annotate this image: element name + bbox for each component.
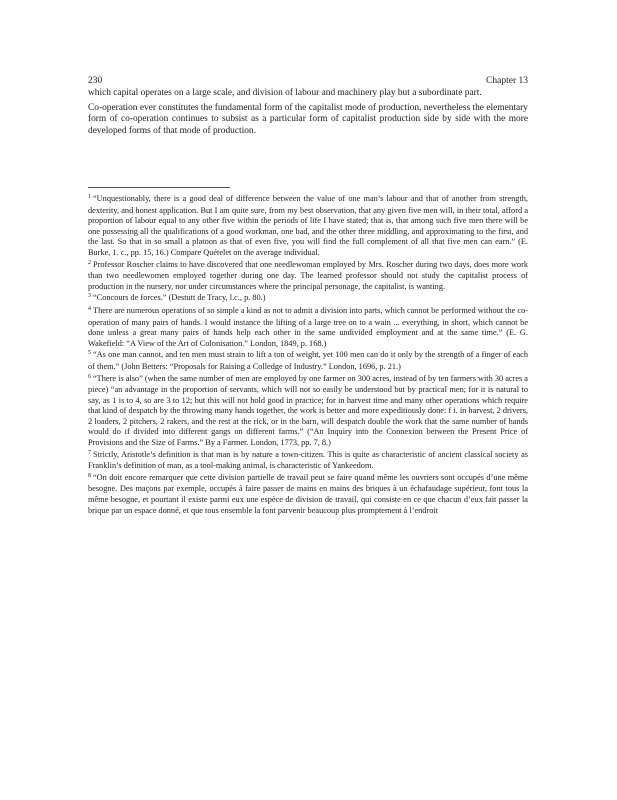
footnote-number: 1 [88,194,91,200]
footnote-text: “Concours de forces.” (Destutt de Tracy, l.c., p. 80.) [93,293,266,303]
body-paragraph: which capital operates on a large scale, and division of labour and machinery play but a subordinate part. [88,88,482,98]
footnote-text: There are numerous operations of so simple a kind as not to admit a division into parts, which cannot be performed without the co-operation of many pairs of hands. I would instance the lifting of a large tree on to a wain ... everything, in short, which cannot be done unless a great many pairs of hands help each other in the same undivided employment and at the same time.” (E. G. Wakefield: “A View of the Art of Colonisation.” London, 1849, p. 168.) [88,305,528,348]
page-number: 230 [88,76,103,86]
footnote-number: 2 [88,259,91,266]
footnote [88,450,528,472]
footnote-text: “On doit encore remarquer que cette division partielle de travail peut se faire quand même les ouvriers sont occupés d’une même besogne. Des maçons par exemple, occupés à faire passer de mains en mains des briques à un échafaudage supérieur, font tous la même besogne, et pourtant il existe parmi eux une espèce de division de travail, qui consiste en ce que chacun d’eux fait passer la brique par un espace donné, et que tous ensemble la font parvenir beaucoup plus promptement à l’endroit [88,472,528,515]
running-header [88,75,528,87]
footnote [88,473,528,516]
footnote [88,260,528,293]
footnote-text: “There is also” (when the same number of men are employed by one farmer on 300 acres, instead of by ten farmers with 30 acres a piece) “an advantage in the proportion of servants, which will not so easily be understood but by practical men; for it is natural to say, as 1 is to 4, so are 3 to 12; but this will not hold good in practice; for in harvest time and many other operations which require that kind of despatch by the throwing many hands together, the work is better and more expeditiously done: f i. in harvest, 2 drivers, 2 loaders, 2 pitchers, 2 rakers, and the rest at the rick, or in the barn, will despatch double the work that the same number of hands would do if divided into different gangs on different farms.” (“An Inquiry into the Connexion between the Present Price of Provisions and the Size of Farms.” By a Farmer. London, 1773, pp. 7, 8.) [88,373,528,448]
body-paragraph: Co-operation ever constitutes the fundamental form of the capitalist mode of production, nevertheless the elementary form of co-operation continues to subsist as a particular form of capitalist production side by side with the more developed forms of that mode of production. [88,102,528,136]
footnote-text: Strictly, Aristotle’s definition is that man is by nature a town-citizen. This is quite as characteristic of ancient classical society as Franklin’s definition of man, as a tool-making animal, is characteristic of Yankeedom. [88,449,528,471]
document-page [88,75,528,517]
footnote-text: “As one man cannot, and ten men must strain to lift a ton of weight, yet 100 men can do it only by the strength of a finger of each of them.” (John Betters: “Proposals for Raising a Colledge of Industry.” London, 1696, p. 21.) [88,350,528,371]
footnote-number: 8 [88,472,91,479]
footnote-number: 6 [88,373,91,380]
footnote [88,194,528,259]
footnote-number: 3 [88,293,91,300]
footnotes [88,194,528,516]
footnote-number: 4 [88,305,91,312]
footnote-text: Professor Roscher claims to have discovered that one needlewoman employed by Mrs. Roscher during two days, does more work than two needlewomen employed together during one day. The learned professor should not study the capitalist process of production in the nursery, nor under circumstances where the principal personage, the capitalist, is wanting. [88,259,528,291]
body-text [88,88,528,137]
footnote [88,293,528,305]
footnote [88,306,528,349]
footnote-separator [88,187,230,188]
footnote-number: 5 [88,350,91,357]
footnote [88,374,528,449]
chapter-title: Chapter 13 [486,76,528,86]
footnote-number: 7 [88,449,91,456]
footnote-text: “Unquestionably, there is a good deal of difference between the value of one man’s labour and that of another from strength, dexterity, and honest application. But I am quite sure, from my best observation, that any given five men will, in their total, afford a proportion of labour equal to any other five within the periods of life I have stated; that is, that among such five men there will be one possessing all the qualifications of a good workman, one bad, and the other three middling, and approximating to the first, and the last. So that in so small a platoon as that of even five, you will find the full complement of all that five men can earn.” (E. Burke, 1. c., pp. 15, 16.) Compare Quételet on the average individual. [88,194,528,257]
footnote [88,350,528,372]
